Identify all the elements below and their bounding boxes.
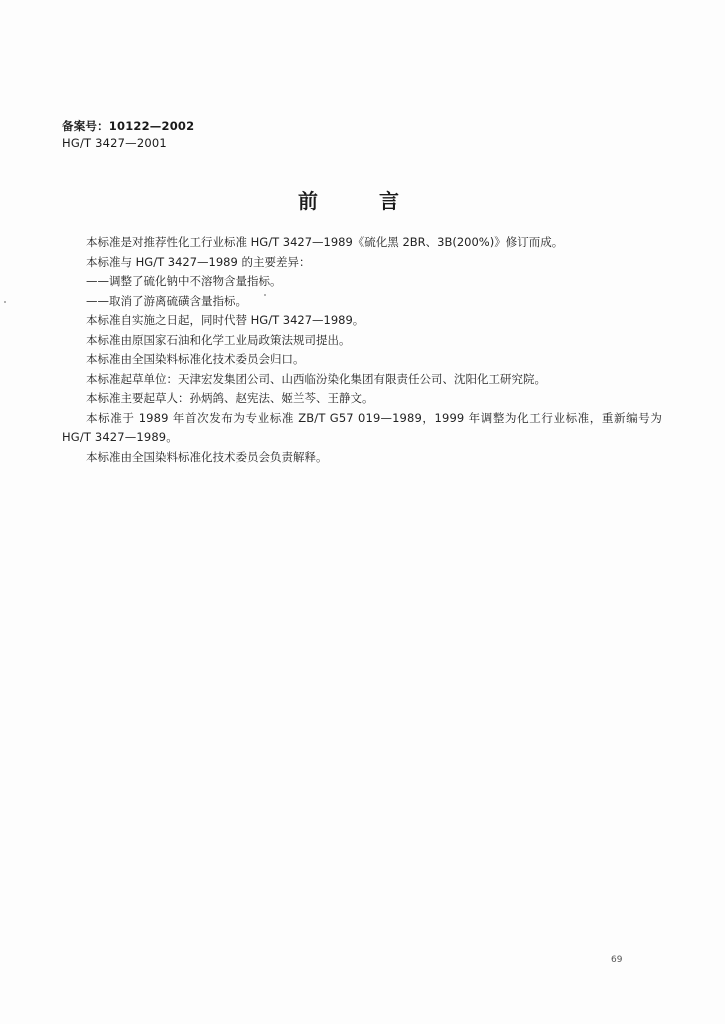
body-text	[62, 233, 662, 467]
paragraph-replacement: 本标准自实施之日起，同时代替 HG/T 3427—1989。	[86, 313, 365, 327]
standard-code: HG/T 3427—2001	[62, 136, 167, 150]
paragraph-centralized-by: 本标准由全国染料标准化技术委员会归口。	[86, 352, 305, 366]
paragraph-drafters: 本标准主要起草人：孙炳鸽、赵宪法、姬兰芩、王静文。	[86, 391, 374, 405]
page-title-char-1: 前	[298, 189, 318, 213]
filing-number: 备案号：10122—2002	[62, 119, 195, 133]
paragraph-main-differences: 本标准与 HG/T 3427—1989 的主要差异：	[86, 254, 311, 269]
paragraph-history: 本标准于 1989 年首次发布为专业标准 ZB/T G57 019—1989，1999 年调整为化工行业标准，重新编号为 HG/T 3427—1989。	[62, 410, 662, 444]
scan-speck	[264, 294, 266, 296]
list-item-difference-2: ——取消了游离硫磺含量指标。	[86, 293, 247, 308]
page-title-char-2: 言	[379, 189, 399, 213]
paragraph-proposed-by: 本标准由原国家石油和化学工业局政策法规司提出。	[86, 332, 351, 347]
paragraph-revision-basis: 本标准是对推荐性化工行业标准 HG/T 3427—1989《硫化黑 2BR、3B(200%)》修订而成。	[86, 235, 564, 249]
paragraph-drafting-units: 本标准起草单位：天津宏发集团公司、山西临汾染化集团有限责任公司、沈阳化工研究院。	[86, 371, 546, 386]
list-item-difference-1: ——调整了硫化钠中不溶物含量指标。	[86, 274, 282, 288]
paragraph-interpretation: 本标准由全国染料标准化技术委员会负责解释。	[86, 449, 328, 464]
page-number: 69	[611, 955, 623, 965]
header-block	[62, 118, 194, 152]
scan-speck	[4, 301, 6, 303]
